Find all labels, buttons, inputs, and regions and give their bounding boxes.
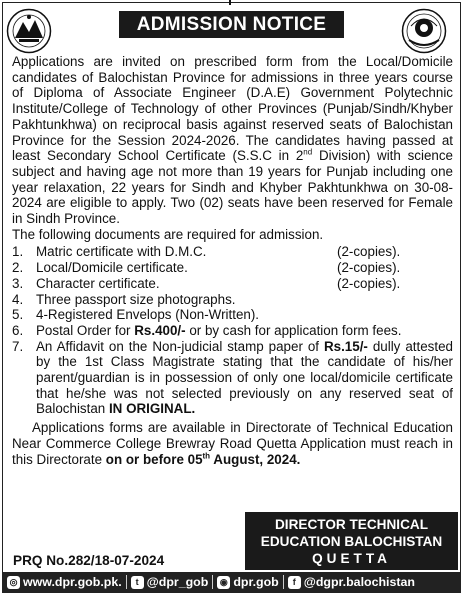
intro-text-2: Division) with science subject and having age not more than 19 years for Punjab including one year relaxation, 22 years for Sindh and Khyber Pakhtunkhwa on 30-08-2024 are eligible to apply. Two (02) seats have been reserved for Female in Sindh Province. <box>12 148 453 227</box>
top-tick-mark <box>229 0 231 5</box>
twitter-icon: t <box>131 576 144 589</box>
footer-twitter[interactable] <box>127 572 213 592</box>
document-item-2 <box>12 260 453 276</box>
postal-order-amount: Rs.400/- <box>134 322 186 338</box>
closing-paragraph <box>12 420 453 467</box>
document-text: Local/Domicile certificate. <box>36 260 188 276</box>
document-text: 4-Registered Envelops (Non-Written). <box>36 307 260 323</box>
documents-heading: The following documents are required for admission. <box>12 226 324 242</box>
director-city: QUETTA <box>312 551 391 566</box>
deadline-pre: on or before 05 <box>105 451 203 467</box>
document-text: Character certificate. <box>36 275 160 291</box>
document-copies: (2-copies). <box>337 275 401 291</box>
in-original-emphasis: IN ORIGINAL. <box>108 401 196 417</box>
documents-list <box>12 244 453 323</box>
document-text <box>36 323 453 339</box>
footer-instagram[interactable] <box>213 572 282 592</box>
document-number: 5. <box>12 307 24 323</box>
facebook-icon: f <box>288 576 301 589</box>
document-number: 2. <box>12 260 24 276</box>
doc6-post: or by cash for application form fees. <box>185 322 402 338</box>
director-line-2: EDUCATION BALOCHISTAN <box>260 534 443 549</box>
document-number: 6. <box>12 322 24 338</box>
twitter-handle: @dpr_gob <box>146 575 209 589</box>
intro-paragraph <box>12 54 453 227</box>
doc7-post: dully attested by the 1st Class Magistrate stating that the candidate of his/her parent/guardian is in possession of only one local/domicile certificate that he/she was not selected previously on any reserved seat of Balochistan <box>36 338 453 417</box>
intro-superscript: nd <box>303 147 313 157</box>
technical-education-logo <box>401 8 447 54</box>
document-text: Three passport size photographs. <box>36 291 236 307</box>
doc7-pre: An Affidavit on the Non-judicial stamp paper of <box>36 338 324 354</box>
website-label: www.dpr.gob.pk. <box>23 575 122 589</box>
document-copies <box>337 292 453 308</box>
document-text <box>36 339 453 418</box>
document-copies: (2-copies). <box>337 260 401 276</box>
instagram-icon: ◉ <box>217 576 230 589</box>
notice-body <box>12 54 453 467</box>
document-item-1 <box>12 244 453 260</box>
document-item-5 <box>12 307 453 323</box>
director-signature-box <box>245 512 458 570</box>
prq-number: PRQ No.282/18-07-2024 <box>13 553 165 568</box>
director-line-1: DIRECTOR TECHNICAL <box>274 517 429 532</box>
document-number: 4. <box>12 291 24 307</box>
footer-website[interactable] <box>3 572 126 592</box>
document-item-3 <box>12 276 453 292</box>
document-item-6 <box>12 323 453 339</box>
doc6-pre: Postal Order for <box>36 322 135 338</box>
footer-facebook[interactable] <box>284 572 419 592</box>
deadline-post: August, 2024. <box>210 451 301 467</box>
closing-text: Applications forms are available in Directorate of Technical Education Near Commerce College Brewray Road Quetta Application must reach in this Directorate <box>12 420 453 467</box>
document-item-7 <box>12 339 453 418</box>
document-copies <box>337 307 453 323</box>
deadline-superscript: th <box>202 451 211 461</box>
document-number: 3. <box>12 275 24 291</box>
instagram-handle: dpr.gob <box>233 575 279 589</box>
intro-text-1: Applications are invited on prescribed form from the Local/Domicile candidates of Balochistan Province for admissions in three years course of Diploma of Associate Engineer (D.A.E) Government Polytechnic Institute/College of Technology of other Provinces (Punjab/Sindh/Khyber Pakhtunkhwa) on reciprocal basis against reserved seats of Balochistan Province for the Session 2024-2026. The candidates having passed at least Secondary School Certificate (S.S.C in 2 <box>12 54 453 164</box>
footer-bar <box>3 572 460 592</box>
stamp-paper-amount: Rs.15/- <box>323 338 368 354</box>
balochistan-emblem-logo <box>6 8 52 54</box>
document-number: 1. <box>12 244 24 260</box>
document-copies: (2-copies). <box>337 244 401 260</box>
document-number: 7. <box>12 338 24 354</box>
document-item-4 <box>12 292 453 308</box>
notice-title: ADMISSION NOTICE <box>119 11 344 38</box>
globe-icon: ◎ <box>7 576 20 589</box>
document-text: Matric certificate with D.M.C. <box>36 244 207 260</box>
facebook-handle: @dgpr.balochistan <box>303 575 415 589</box>
